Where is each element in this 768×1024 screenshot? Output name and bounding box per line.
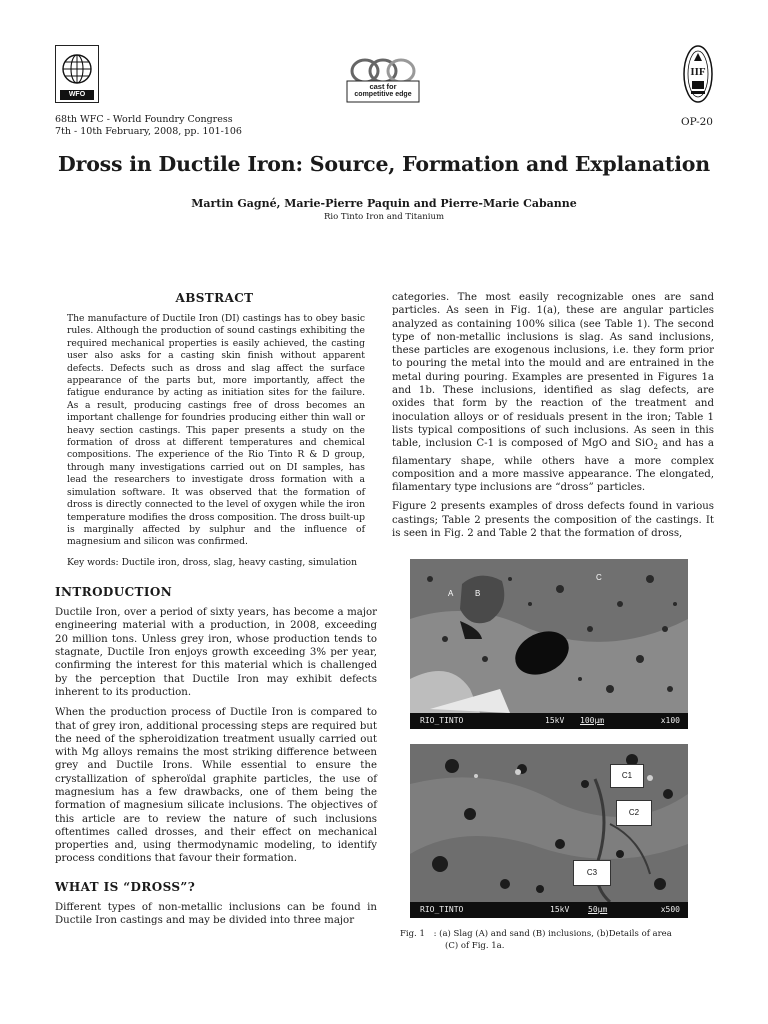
authors: Martin Gagné, Marie-Pierre Paquin and Pierre-Marie Cabanne (191, 197, 577, 210)
label-c3: C3 (573, 860, 611, 886)
figure-caption (400, 928, 720, 952)
sem-b-kv: 15kV (550, 905, 570, 914)
wfo-logo (55, 45, 99, 103)
dross-heading: WHAT IS “DROSS”? (55, 879, 196, 894)
iif-logo-text: IIF (690, 66, 706, 78)
keywords: Key words: Ductile iron, dross, slag, heavy casting, simulation (67, 556, 357, 568)
label-c1: C1 (610, 764, 644, 788)
intro-paragraph-1: Ductile Iron, over a period of sixty years, has become a major engineering material with a production, in 2008, exceeding 20 million tons. Unless grey iron, whose production tends to stagnate, Ductile Iron enjoys growth exceeding 3% per year, confirming the interest for this material which is challenged by the perception that Ductile Iron may exhibit defects inherent to its production. (55, 607, 377, 698)
caption-line2: (C) of Fig. 1a. (445, 941, 505, 951)
sem-b-mag: x500 (660, 905, 680, 914)
sem-b-left: RIO_TINTO (420, 905, 464, 914)
badge-line1: cast for (369, 82, 397, 91)
affiliation: Rio Tinto Iron and Titanium (323, 212, 445, 222)
caption-line1: : (a) Slag (A) and sand (B) inclusions, (b)Details of area (433, 929, 672, 939)
figure-1b-micrograph (410, 744, 688, 918)
label-c: C (596, 573, 602, 582)
right-column (392, 291, 714, 540)
dates-line: 7th - 10th February, 2008, pp. 101-106 (55, 126, 242, 137)
iif-logo (683, 45, 713, 103)
sem-a-mag: x100 (660, 716, 680, 725)
sem-info-bar-a (410, 713, 688, 729)
sem-a-kv: 15kV (545, 716, 565, 725)
caption-number: Fig. 1 (400, 929, 425, 939)
right-paragraph-2: Figure 2 presents examples of dross defects found in various castings; Table 2 presents the composition of the castings. It is seen in Fig. 2 and Table 2 that the formation of dross, (392, 501, 714, 540)
right-p1-part1: categories. The most easily recognizable ones are sand particles. As seen in Fig. 1(a), these are angular particles analyzed as containing 100% silica (see Table 1). The second type of non-metallic inclusions is slag. As sand inclusions, these particles are exogenous inclusions, i.e. they form prior to pouring the metal into the mould and are entrained in the metal during pouring. Examples are presented in Figures 1a and 1b. These inclusions, identified as slag defects, are oxides that form by the reaction of the treatment and inoculation alloys or of residuals present in the iron; Table 1 lists typical compositions of such inclusions. As seen in this table, inclusion C-1 is composed of MgO and SiO (392, 292, 714, 450)
paper-title: Dross in Ductile Iron: Source, Formation and Explanation (58, 152, 710, 176)
sem-info-bar-b (410, 902, 688, 918)
conference-line: 68th WFC - World Foundry Congress (55, 114, 233, 125)
intro-paragraph-2: When the production process of Ductile Iron is compared to that of grey iron, additional processing steps are required but the need of the spheroidization treatment usually carried out with Mg alloys remains the most striking difference between grey and Ductile Irons. While essential to ensure the crystallization of spheroïdal graphite particles, the use of magnesium has a few drawbacks, one of them being the formation of magnesium silicate inclusions. The objectives of this article are to review the nature of such inclusions oftentimes called drosses, and their effect on mechanical properties and, using thermodynamic modeling, to identify process conditions that favour their formation. (55, 707, 377, 865)
right-paragraph-1 (392, 291, 714, 494)
sem-texture-a (410, 559, 688, 713)
paper-id: OP-20 (680, 116, 713, 128)
cast-badge-logo (345, 55, 421, 105)
badge-line2: competitive edge (354, 91, 412, 98)
abstract-heading: ABSTRACT (175, 291, 254, 305)
label-a: A (448, 589, 454, 598)
sem-b-scale: 50µm (588, 905, 608, 914)
label-c2: C2 (616, 800, 652, 826)
sio2-subscript: 2 (653, 443, 658, 452)
wfo-label: WFO (68, 91, 86, 98)
figure-1a-micrograph (410, 559, 688, 729)
label-b: B (475, 589, 481, 598)
sem-a-scale: 100µm (580, 716, 605, 725)
right-p1-part2: and has a filamentary shape, while others have a more complex composition and a more massive appearance. The elongated, filamentary type inclusions are “dross” particles. (392, 438, 714, 494)
dross-paragraph-1: Different types of non-metallic inclusions can be found in Ductile Iron castings and may be divided into three major (55, 901, 377, 927)
sem-a-left: RIO_TINTO (420, 716, 464, 725)
abstract-text: The manufacture of Ductile Iron (DI) castings has to obey basic rules. Although the production of sound castings exhibiting the required mechanical properties is easily achieved, the casting user also asks for a casting skin finish without apparent defects. Defects such as dross and slag affect the surface appearance of the parts but, more importantly, affect the fatigue endurance by acting as initiation sites for the failure. As a result, producing castings free of dross becomes an important challenge for foundries producing either thin wall or heavy section castings. This paper presents a study on the formation of dross at different temperatures and chemical compositions. The experience of the Rio Tinto R & D group, through many investigations carried out on DI samples, has lead the researchers to investigate dross formation with a simulation software. It was observed that the formation of dross is directly connected to the level of oxygen while the iron temperature modifies the dross composition. The dross built-up is marginally affected by sulphur and the influence of magnesium and silicon was confirmed. (67, 313, 365, 548)
introduction-heading: INTRODUCTION (55, 585, 173, 600)
left-column (55, 291, 377, 927)
